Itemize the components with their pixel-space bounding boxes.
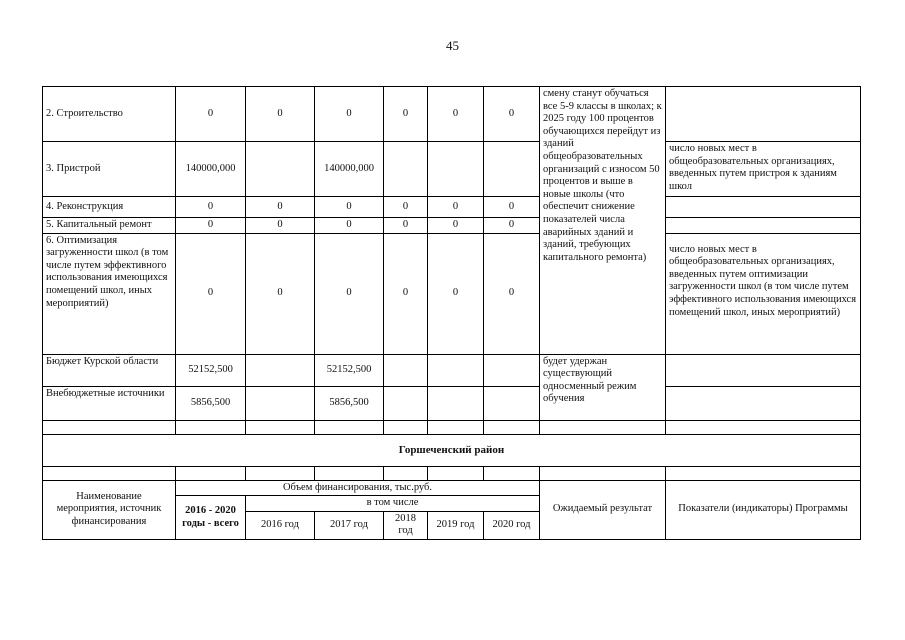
cell-total: 140000,000 — [176, 142, 246, 197]
cell-2016 — [246, 142, 315, 197]
row-name: 6. Оптимизация загруженности школ (в том числе путем эффективного использования имеющихся помещений школ, иных мероприятий) — [43, 233, 176, 354]
cell-2017: 0 — [315, 218, 384, 234]
cell-2019 — [428, 386, 484, 420]
cell-2019 — [428, 354, 484, 386]
cell-2019: 0 — [428, 233, 484, 354]
cell-2018 — [384, 386, 428, 420]
row-name: 3. Пристрой — [43, 142, 176, 197]
cell-2020 — [484, 354, 540, 386]
header-row — [43, 480, 861, 496]
region-title: Горшеченский район — [43, 434, 861, 466]
expected-result: смену станут обучаться все 5-9 классы в школах; к 2025 году 100 процентов обучающихся перейдут из зданий общеобразовательных организаций с износом 50 процентов и выше в новые школы (что обеспечит снижение показателей числа аварийных зданий и зданий, требующих капитального ремонта) — [540, 87, 666, 355]
cell-2016: 0 — [246, 197, 315, 218]
header-2017: 2017 год — [315, 511, 384, 539]
cell-2017: 0 — [315, 233, 384, 354]
table-row — [43, 386, 861, 420]
cell-total: 0 — [176, 87, 246, 142]
region-row — [43, 434, 861, 466]
indicator-empty — [666, 87, 861, 142]
page-number: 45 — [446, 38, 459, 53]
indicator-empty — [666, 218, 861, 234]
header-2019: 2019 год — [428, 511, 484, 539]
cell-2018: 0 — [384, 197, 428, 218]
cell-2019: 0 — [428, 87, 484, 142]
cell-2019: 0 — [428, 218, 484, 234]
header-expected: Ожидаемый результат — [540, 480, 666, 539]
table-row — [43, 218, 861, 234]
row-name: 2. Строительство — [43, 87, 176, 142]
table-row — [43, 420, 861, 434]
row-name: 4. Реконструкция — [43, 197, 176, 218]
cell-total: 52152,500 — [176, 354, 246, 386]
header-2016: 2016 год — [246, 511, 315, 539]
cell-2020 — [484, 142, 540, 197]
cell-2018 — [384, 142, 428, 197]
header-funding: Объем финансирования, тыс.руб. — [176, 480, 540, 496]
indicator: число новых мест в общеобразовательных организациях, введенных путем пристроя к зданиям школ — [666, 142, 861, 197]
row-name: 5. Капитальный ремонт — [43, 218, 176, 234]
cell-2017: 5856,500 — [315, 386, 384, 420]
header-name: Наименование мероприятия, источник финансирования — [43, 480, 176, 539]
cell-2017: 52152,500 — [315, 354, 384, 386]
cell-2020 — [484, 386, 540, 420]
table-row — [43, 87, 861, 142]
cell-2020: 0 — [484, 218, 540, 234]
cell-2018 — [384, 354, 428, 386]
cell-2016 — [246, 354, 315, 386]
table-row — [43, 466, 861, 480]
table-row — [43, 197, 861, 218]
cell-2018: 0 — [384, 233, 428, 354]
header-indicators: Показатели (индикаторы) Программы — [666, 480, 861, 539]
table-row — [43, 354, 861, 386]
table-row — [43, 233, 861, 354]
indicator: число новых мест в общеобразовательных организациях, введенных путем оптимизации загруженности школ (в том числе путем эффективного использования имеющихся помещений школ, иных мероприятий) — [666, 233, 861, 354]
indicator-empty — [666, 386, 861, 420]
program-table — [42, 86, 861, 540]
cell-total: 0 — [176, 233, 246, 354]
cell-2020: 0 — [484, 197, 540, 218]
cell-2020: 0 — [484, 87, 540, 142]
cell-total: 5856,500 — [176, 386, 246, 420]
cell-total: 0 — [176, 197, 246, 218]
cell-2016: 0 — [246, 233, 315, 354]
cell-2016: 0 — [246, 218, 315, 234]
header-2018: 2018 год — [384, 511, 428, 539]
cell-2017: 0 — [315, 87, 384, 142]
row-name: Бюджет Курской области — [43, 354, 176, 386]
cell-2016 — [246, 386, 315, 420]
cell-2019 — [428, 142, 484, 197]
header-total: 2016 - 2020 годы - всего — [176, 496, 246, 540]
row-name: Внебюджетные источники — [43, 386, 176, 420]
cell-2018: 0 — [384, 218, 428, 234]
cell-total: 0 — [176, 218, 246, 234]
indicator-empty — [666, 354, 861, 386]
cell-2019: 0 — [428, 197, 484, 218]
cell-2017: 0 — [315, 197, 384, 218]
expected-result: будет удержан существующий односменный режим обучения — [540, 354, 666, 420]
header-incl: в том числе — [246, 496, 540, 512]
header-2020: 2020 год — [484, 511, 540, 539]
cell-2017: 140000,000 — [315, 142, 384, 197]
cell-2020: 0 — [484, 233, 540, 354]
cell-2018: 0 — [384, 87, 428, 142]
table-row — [43, 142, 861, 197]
cell-2016: 0 — [246, 87, 315, 142]
indicator-empty — [666, 197, 861, 218]
